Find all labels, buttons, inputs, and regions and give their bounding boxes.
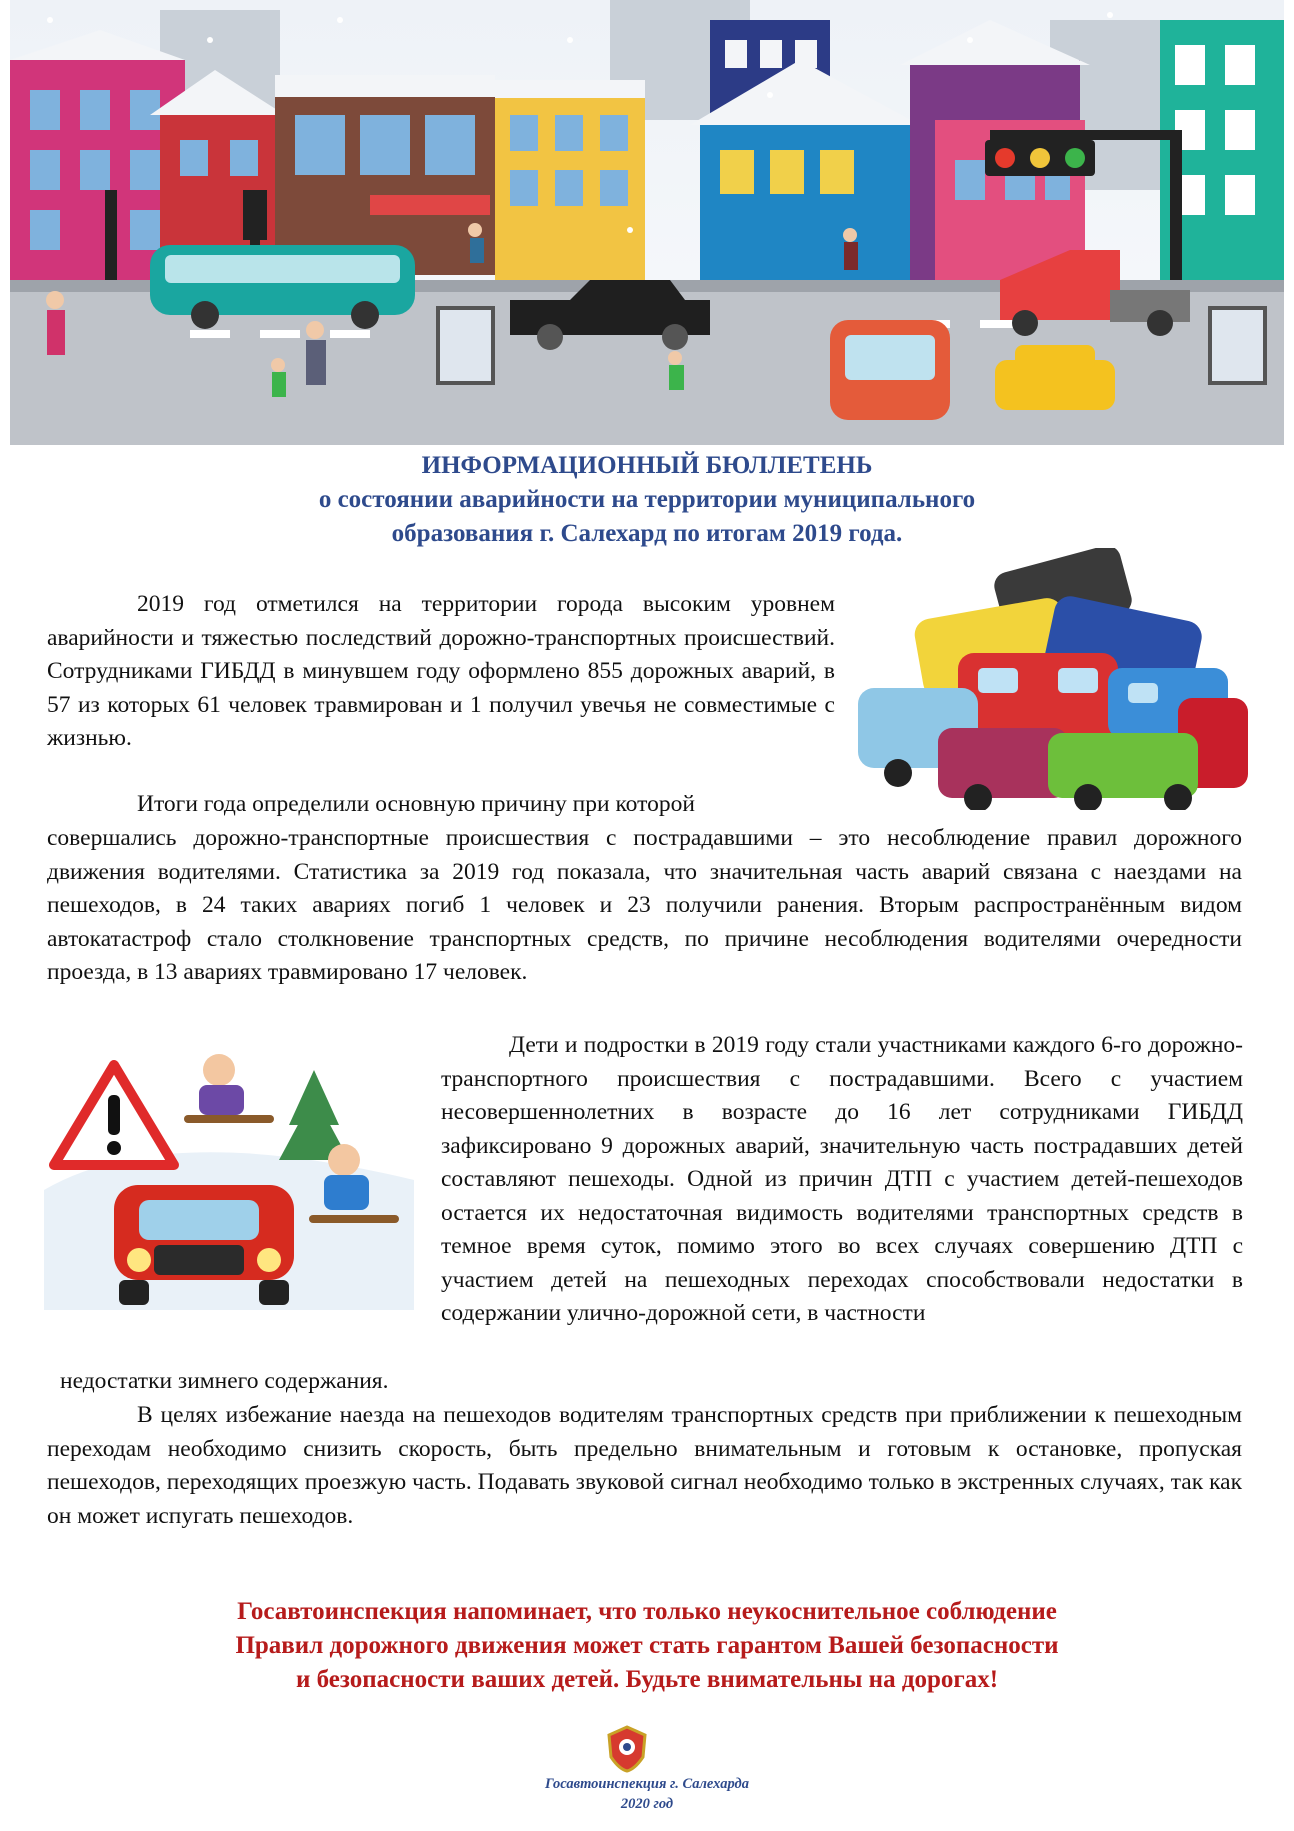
warning-line-3: и безопасности ваших детей. Будьте внимательны на дорогах!: [295, 1666, 999, 1693]
title-line-1: ИНФОРМАЦИОННЫЙ БЮЛЛЕТЕНЬ: [421, 452, 873, 479]
footer-signature: [0, 1774, 1294, 1814]
paragraph-1: 2019 год отметился на территории города высоким уровнем аварийности и тяжестью последствий дорожно-транспортных происшествий. Сотрудниками ГИБДД в минувшем году оформлено 855 дорожных аварий, в 57 из которых 61 человек травмирован и 1 получил увечья не совместимые с жизнью.: [47, 591, 835, 751]
title-line-3: образования г. Салехард по итогам 2019 года.: [391, 520, 903, 547]
title-line-2: о состоянии аварийности на территории муниципального: [318, 486, 976, 513]
safety-warning: [0, 1595, 1294, 1697]
winter-city-street-illustration: [10, 0, 1284, 445]
footer-org: Госавтоинспекция г. Салехарда: [545, 1776, 749, 1792]
footer-year: 2020 год: [620, 1796, 674, 1812]
paragraph-3-end: недостатки зимнего содержания.: [60, 1368, 389, 1394]
paragraph-2-rest: совершались дорожно-транспортные происшествия с пострадавшими – это несоблюдение правил дорожного движения водителями. Статистика за 2019 год показала, что значительная часть аварий связана с наездами на пешеходов, в 24 таких авариях погиб 1 человек и 23 получили ранения. Вторым распространённым видом автокатастроф стало столкновение транспортных средств, по причине несоблюдения водителями очередности проезда, в 13 авариях травмировано 17 человек.: [47, 825, 1242, 985]
paragraph-2-start: Итоги года определили основную причину при которой: [137, 791, 695, 817]
bulletin-title: [0, 449, 1294, 551]
car-pile-illustration: [858, 548, 1258, 810]
warning-line-2: Правил дорожного движения может стать гарантом Вашей безопасности: [235, 1632, 1059, 1659]
children-sledding-warning-illustration: [44, 1040, 414, 1310]
paragraph-4: В целях избежание наезда на пешеходов водителям транспортных средств при приближении к пешеходным переходам необходимо снизить скорость, быть предельно внимательным и готовым к остановке, пропуская пешеходов, переходящих проезжую часть. Подавать звуковой сигнал необходимо только в экстренных случаях, так как он может испугать пешеходов.: [47, 1402, 1242, 1529]
traffic-police-emblem: [605, 1725, 649, 1773]
paragraph-3: Дети и подростки в 2019 году стали участниками каждого 6-го дорожно-транспортного происшествия с пострадавшими. Всего с участием несовершеннолетних в возрасте до 16 лет сотрудниками ГИБДД зафиксировано 9 дорожных аварий, значительную часть пострадавших детей составляют пешеходы. Одной из причин ДТП с участием детей-пешеходов остается их недостаточная видимость водителями транспортных средств в темное время суток, помимо этого во всех случаях совершению ДТП с участием детей на пешеходных переходах способствовали недостатки в содержании улично-дорожной сети, в частности: [441, 1032, 1243, 1326]
warning-line-1: Госавтоинспекция напоминает, что только неукоснительное соблюдение: [237, 1598, 1057, 1625]
